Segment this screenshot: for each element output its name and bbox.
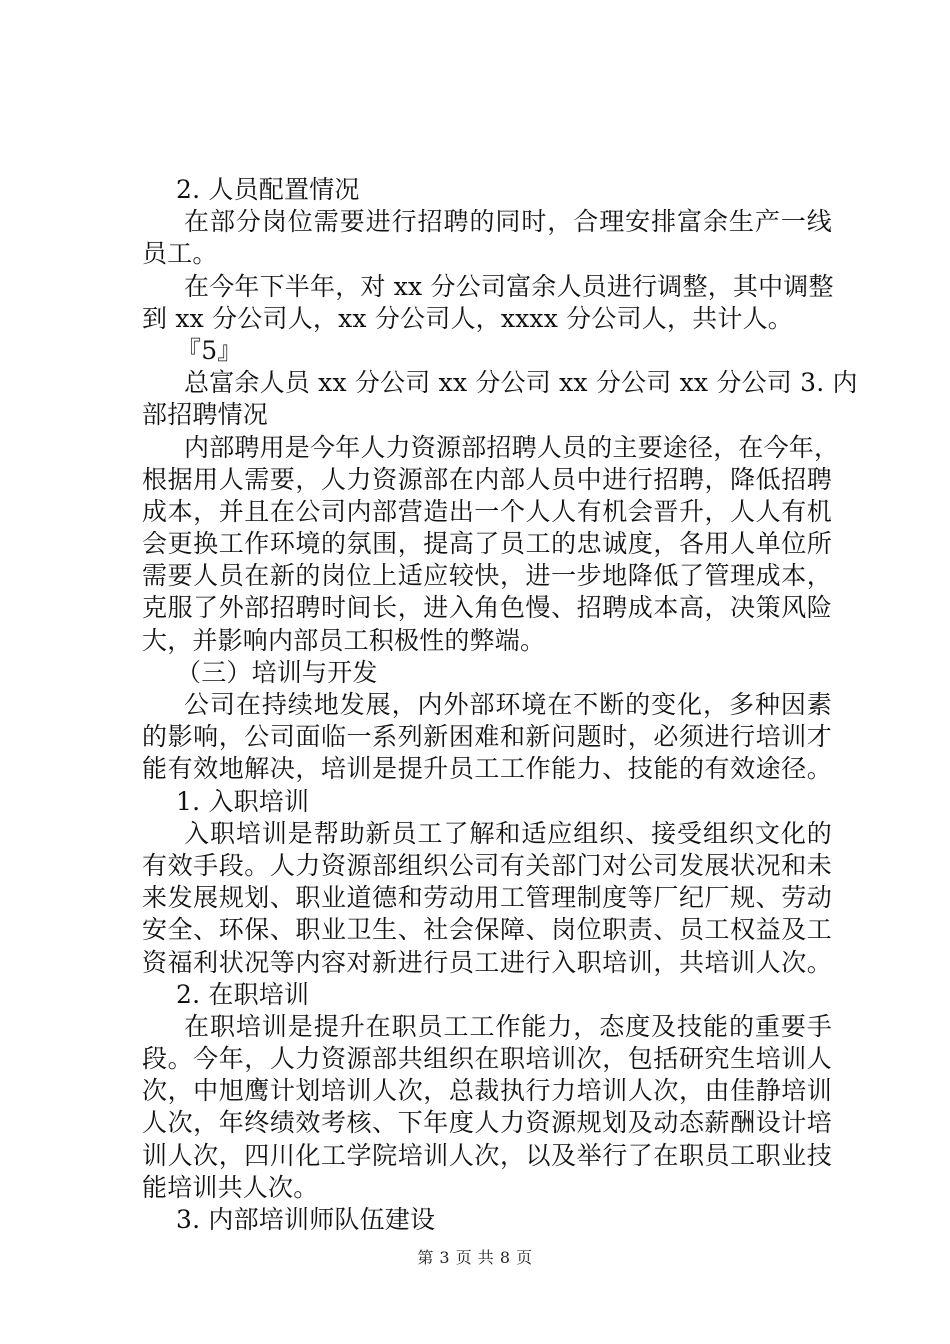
- paragraph-line: 人次，年终绩效考核、下年度人力资源规划及动态薪酬设计培: [142, 1108, 832, 1138]
- page-footer: 第 3 页 共 8 页: [417, 1248, 533, 1267]
- paragraph-line: 资福利状况等内容对新进行员工进行入职培训，共培训人次。: [142, 947, 832, 977]
- paragraph-line: 入职培训是帮助新员工了解和适应组织、接受组织文化的: [184, 818, 832, 848]
- paragraph-line: 会更换工作环境的氛围，提高了员工的忠诚度，各用人单位所: [142, 529, 832, 559]
- paragraph-line: 在今年下半年，对 xx 分公司富余人员进行调整，其中调整: [184, 271, 834, 301]
- section-heading: （三）培训与开发: [176, 657, 378, 687]
- section-heading: 2. 人员配置情况: [176, 175, 360, 204]
- paragraph-line: 内部聘用是今年人力资源部招聘人员的主要途径，在今年，: [184, 432, 840, 462]
- paragraph-line: 克服了外部招聘时间长，进入角色慢、招聘成本高，决策风险: [142, 593, 832, 623]
- paragraph-line: 大，并影响内部员工积极性的弊端。: [142, 625, 546, 655]
- paragraph-line: 员工。: [142, 239, 218, 269]
- paragraph-line: 根据用人需要，人力资源部在内部人员中进行招聘，降低招聘: [142, 464, 832, 494]
- paragraph-line: 能有效地解决，培训是提升员工工作能力、技能的有效途径。: [142, 754, 832, 784]
- section-heading: 2. 在职培训: [176, 979, 310, 1009]
- paragraph-line: 成本，并且在公司内部营造出一个人人有机会晋升，人人有机: [142, 496, 832, 526]
- paragraph-line: 次，中旭鹰计划培训人次，总裁执行力培训人次，由佳静培训: [142, 1076, 832, 1106]
- paragraph-line: 训人次，四川化工学院培训人次，以及举行了在职员工职业技: [142, 1140, 832, 1170]
- paragraph-line: 段。今年，人力资源部共组织在职培训次，包括研究生培训人: [142, 1044, 832, 1074]
- paragraph-line: 部招聘情况: [142, 400, 269, 430]
- paragraph-line: 公司在持续地发展，内外部环境在不断的变化，多种因素: [184, 690, 832, 719]
- section-heading: 3. 内部培训师队伍建设: [176, 1205, 436, 1234]
- paragraph-line: 安全、环保、职业卫生、社会保障、岗位职责、员工权益及工: [142, 915, 832, 945]
- section-heading: 1. 入职培训: [176, 786, 310, 816]
- document-body: [142, 174, 858, 1236]
- paragraph-line: 总富余人员 xx 分公司 xx 分公司 xx 分公司 xx 分公司 3. 内: [184, 368, 858, 398]
- paragraph-line: 在部分岗位需要进行招聘的同时，合理安排富余生产一线: [184, 207, 832, 237]
- paragraph-line: 来发展规划、职业道德和劳动用工管理制度等厂纪厂规、劳动: [142, 883, 832, 913]
- paragraph-line: 『5』: [176, 335, 243, 365]
- paragraph-line: 能培训共人次。: [142, 1172, 319, 1202]
- paragraph-line: 到 xx 分公司人，xx 分公司人，xxxx 分公司人，共计人。: [142, 303, 793, 333]
- paragraph-line: 有效手段。人力资源部组织公司有关部门对公司发展状况和未: [142, 850, 832, 880]
- paragraph-line: 的影响，公司面临一系列新困难和新问题时，必须进行培训才: [142, 722, 832, 752]
- paragraph-line: 在职培训是提升在职员工工作能力，态度及技能的重要手: [184, 1011, 832, 1041]
- paragraph-line: 需要人员在新的岗位上适应较快，进一步地降低了管理成本，: [142, 561, 832, 591]
